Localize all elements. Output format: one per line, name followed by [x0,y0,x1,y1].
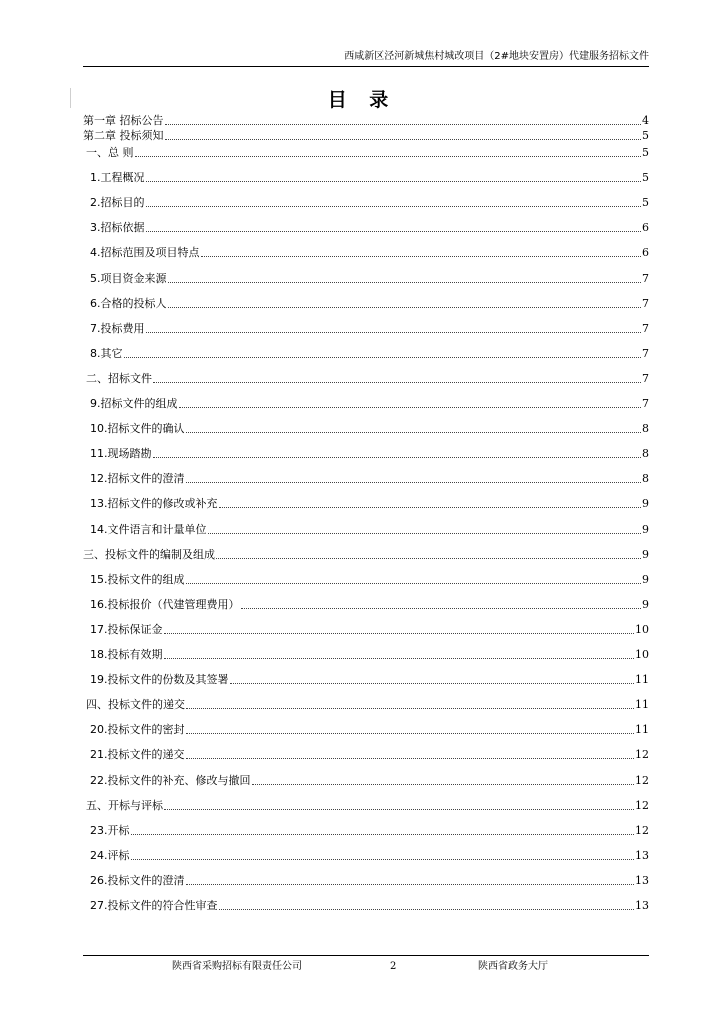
toc-entry-label: 19.投标文件的份数及其签署 [90,673,229,687]
toc-leader-dots [168,281,642,283]
toc-entry-label: 26.投标文件的澄清 [90,873,185,887]
toc-entry-label: 24.评标 [90,848,130,862]
toc-leader-dots [252,783,635,785]
toc-entry-page: 9 [642,522,649,536]
toc-entry[interactable] [83,849,649,863]
toc-entry-label: 15.投标文件的组成 [90,572,185,586]
toc-entry-page: 10 [635,648,649,661]
toc-entry[interactable] [83,114,649,128]
toc-entry-label: 18.投标有效期 [90,648,163,661]
toc-title: 目 录 [327,89,397,111]
toc-entry-label: 13.招标文件的修改或补充 [90,497,218,511]
toc-entry-label: 7.投标费用 [90,321,145,335]
toc-entry-page: 7 [642,321,649,335]
toc-leader-dots [153,381,641,383]
toc-entry-label: 16.投标报价（代建管理费用） [90,597,240,611]
toc-entry-label: 2.招标目的 [90,196,145,210]
toc-entry[interactable] [83,221,649,235]
toc-entry-label: 14.文件语言和计量单位 [90,522,207,536]
toc-entry-page: 12 [635,773,649,787]
footer-page-number: 2 [390,961,397,972]
toc-entry-page: 5 [642,196,649,210]
toc-entry-page: 10 [635,622,649,636]
toc-entry[interactable] [83,372,649,386]
toc-entry[interactable] [83,673,649,687]
toc-leader-dots [168,306,642,308]
toc-entry[interactable] [83,272,649,286]
toc-leader-dots [201,255,642,257]
toc-entry[interactable] [83,698,649,712]
toc-entry-label: 1.工程概况 [90,171,145,185]
toc-entry[interactable] [83,146,649,160]
toc-leader-dots [165,123,642,125]
toc-entry-page: 7 [642,296,649,310]
toc-entry-page: 13 [635,873,649,887]
toc-entry-page: 11 [635,723,649,737]
toc-leader-dots [135,155,642,157]
toc-entry-page: 11 [635,698,649,712]
toc-entry[interactable] [83,748,649,762]
toc-entry-page: 9 [642,597,649,611]
toc-entry-label: 四、投标文件的递交 [86,698,185,712]
toc-entry-page: 11 [635,673,649,687]
toc-entry[interactable] [83,899,649,913]
toc-entry-page: 6 [642,246,649,260]
toc-entry[interactable] [83,196,649,210]
toc-leader-dots [208,532,642,534]
toc-entry[interactable] [83,246,649,260]
toc-entry[interactable] [83,347,649,361]
toc-entry-label: 3.招标依据 [90,221,145,235]
toc-entry-label: 5.项目资金来源 [90,271,167,285]
toc-entry-page: 5 [642,129,649,142]
toc-entry-page: 7 [642,346,649,360]
toc-entry[interactable] [83,598,649,612]
toc-entry-label: 22.投标文件的补充、修改与撤回 [90,773,251,787]
toc-entry[interactable] [83,573,649,587]
toc-leader-dots [219,908,635,910]
toc-leader-dots [186,431,642,433]
toc-entry[interactable] [83,472,649,486]
toc-entry[interactable] [83,774,649,788]
toc-entry[interactable] [83,129,649,143]
toc-entry-page: 4 [642,114,649,127]
toc-leader-dots [216,557,641,559]
toc-leader-dots [124,356,642,358]
toc-entry-page: 9 [642,497,649,511]
toc-entry-label: 21.投标文件的递交 [90,748,185,762]
toc-entry[interactable] [83,648,649,662]
toc-entry[interactable] [83,824,649,838]
toc-entry[interactable] [83,874,649,888]
toc-entry-page: 8 [642,472,649,486]
page-header: 西咸新区泾河新城焦村城改项目（2#地块安置房）代建服务招标文件 [83,50,649,67]
toc-entry[interactable] [83,497,649,511]
toc-entry-label: 12.招标文件的澄清 [90,472,185,486]
toc-leader-dots [186,883,635,885]
toc-entry-label: 三、投标文件的编制及组成 [83,547,215,561]
toc-entry[interactable] [83,422,649,436]
toc-entry-page: 7 [642,371,649,385]
toc-entry-label: 6.合格的投标人 [90,296,167,310]
toc-entry-label: 11.现场踏勘 [90,447,152,461]
toc-entry[interactable] [83,397,649,411]
toc-leader-dots [230,682,635,684]
toc-leader-dots [146,180,642,182]
toc-entry-label: 4.招标范围及项目特点 [90,246,200,260]
footer-company: 陕西省采购招标有限责任公司 [172,961,302,972]
toc-leader-dots [186,757,635,759]
toc-entry[interactable] [83,171,649,185]
toc-entry-page: 12 [635,748,649,762]
toc-entry-label: 9.招标文件的组成 [90,397,178,410]
footer-venue: 陕西省政务大厅 [478,961,548,972]
toc-entry-page: 12 [635,798,649,812]
toc-leader-dots [146,205,642,207]
toc-entry-page: 8 [642,422,649,436]
toc-leader-dots [164,632,635,634]
toc-entry-label: 20.投标文件的密封 [90,723,185,737]
toc-leader-dots [165,138,642,140]
toc-leader-dots [186,582,642,584]
toc-leader-dots [153,456,642,458]
toc-leader-dots [179,406,642,408]
toc-entry-page: 13 [635,899,649,912]
toc-leader-dots [241,607,642,609]
toc-entry-label: 第二章 投标须知 [83,129,164,142]
toc-entry-page: 5 [642,171,649,185]
toc-entry[interactable] [83,723,649,737]
toc-leader-dots [186,707,634,709]
toc-entry-page: 9 [642,547,649,561]
toc-entry[interactable] [83,548,649,562]
toc-entry[interactable] [83,447,649,461]
footer-divider [83,955,649,956]
toc-entry-page: 12 [635,823,649,837]
toc-entry-label: 第一章 招标公告 [83,114,164,127]
toc-entry[interactable] [83,322,649,336]
toc-leader-dots [186,732,635,734]
toc-leader-dots [131,833,635,835]
toc-leader-dots [146,331,642,333]
toc-leader-dots [186,481,642,483]
toc-entry-page: 13 [635,848,649,862]
toc-entry-label: 五、开标与评标 [86,798,163,812]
toc-entry[interactable] [83,799,649,813]
toc-entry-label: 27.投标文件的符合性审查 [90,899,218,912]
toc-entry-page: 7 [642,397,649,410]
toc-entry-page: 6 [642,221,649,235]
toc-entry-label: 23.开标 [90,823,130,837]
toc-leader-dots [164,657,635,659]
toc-leader-dots [146,230,642,232]
toc-leader-dots [131,858,635,860]
toc-entry-label: 8.其它 [90,346,123,360]
toc-entry-page: 8 [642,447,649,461]
toc-leader-dots [219,506,642,508]
toc-entry[interactable] [83,623,649,637]
toc-leader-dots [164,808,634,810]
toc-entry-label: 二、招标文件 [86,371,152,385]
toc-entry[interactable] [83,297,649,311]
toc-entry-page: 7 [642,271,649,285]
toc-entry[interactable] [83,523,649,537]
toc-entry-label: 17.投标保证金 [90,622,163,636]
toc-entry-page: 9 [642,572,649,586]
toc-entry-label: 一、总 则 [86,146,134,159]
toc-entry-page: 5 [642,146,649,159]
toc-entry-label: 10.招标文件的确认 [90,422,185,436]
